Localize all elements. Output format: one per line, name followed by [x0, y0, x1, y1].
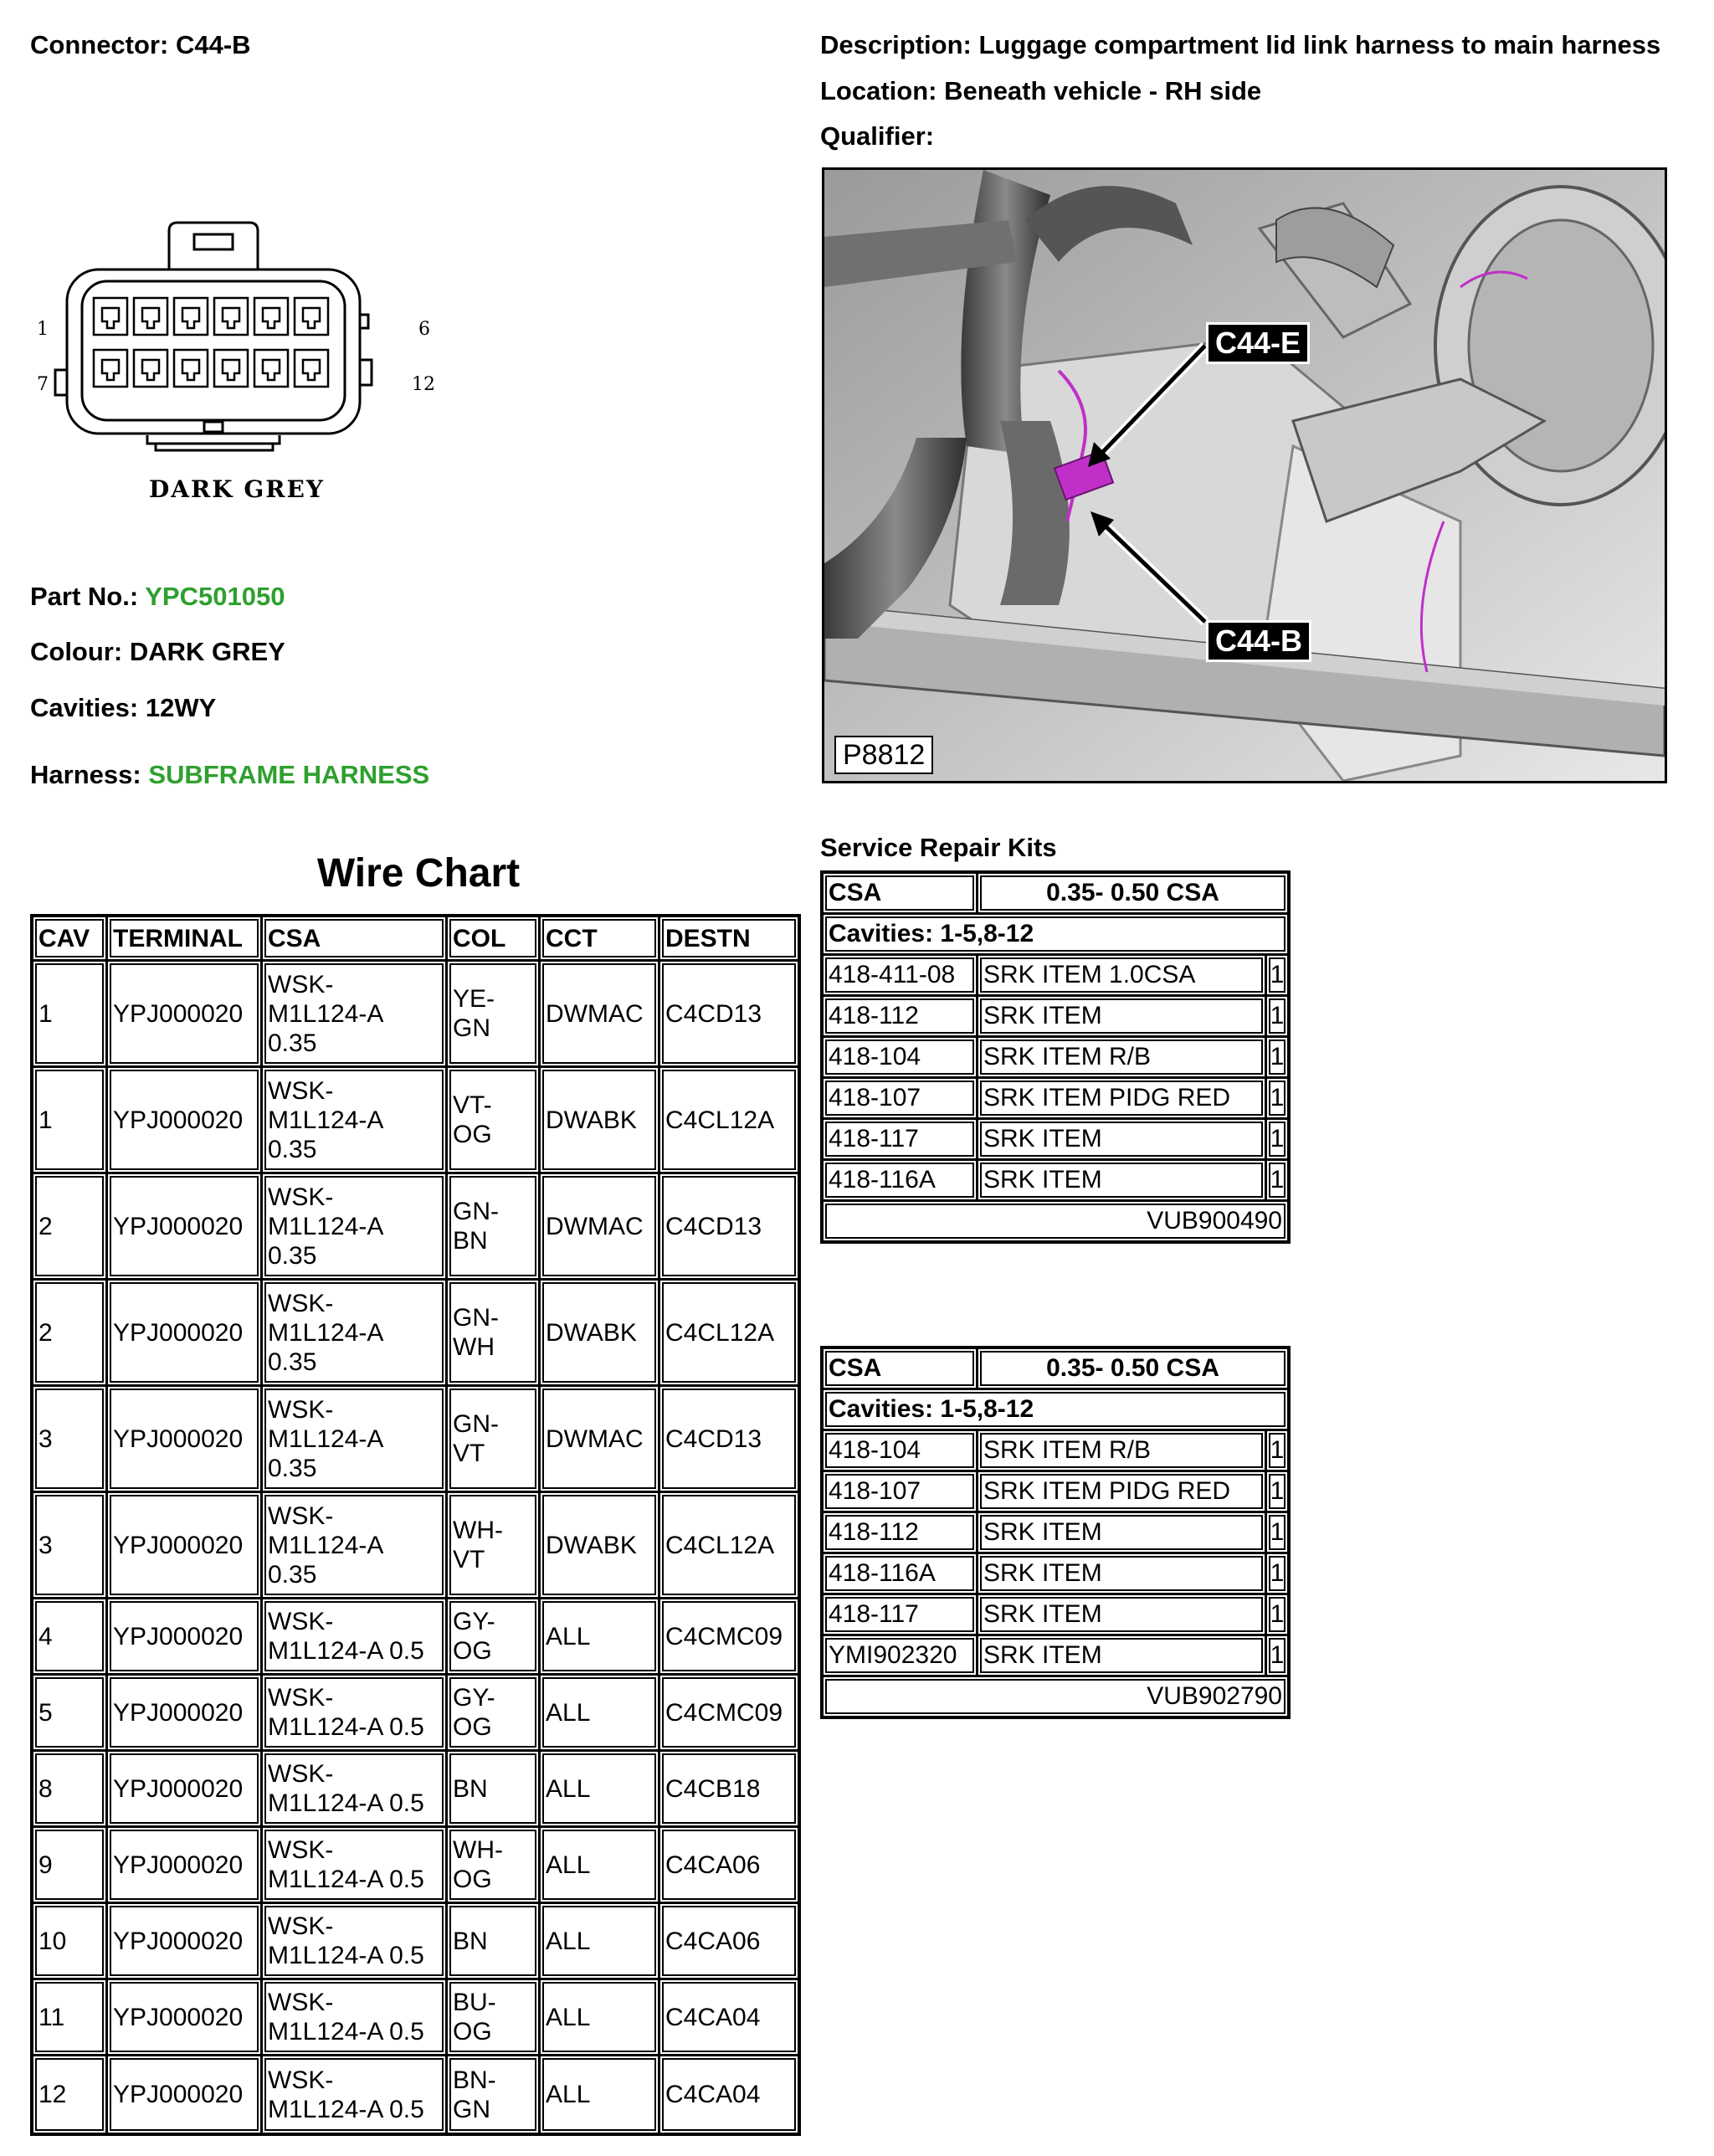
header-terminal: TERMINAL [108, 917, 263, 962]
cell-col-line: WH- [453, 1836, 503, 1864]
cell-destn: C4CA06 [660, 1904, 798, 1980]
cell-cav: 5 [33, 1676, 108, 1752]
cell-csa-line: 0.35 [268, 1454, 317, 1482]
cell-col-line: GN [453, 2095, 490, 2123]
cell-col-line: GN- [453, 1410, 499, 1438]
header-col: COL [448, 917, 541, 962]
cell-csa-line: M1L124-A 0.5 [268, 1637, 424, 1665]
wire-chart-row [33, 1599, 798, 1676]
cell-csa-line: M1L124-A [268, 999, 384, 1028]
cell-csa [263, 1174, 448, 1281]
cell-destn: C4CL12A [660, 1493, 798, 1599]
wire-chart-row [33, 1174, 798, 1281]
part-no-link[interactable]: YPC501050 [145, 582, 285, 611]
cell-cct: ALL [541, 1828, 660, 1904]
cell-cav: 10 [33, 1904, 108, 1980]
cell-csa [263, 1387, 448, 1493]
kit-item-part: 418-104 [824, 1038, 978, 1079]
cell-cct: DWABK [541, 1493, 660, 1599]
kit-item-part: 418-112 [824, 1513, 978, 1554]
cell-cct: DWABK [541, 1068, 660, 1174]
connector-face-diagram [30, 216, 465, 517]
kit-item-row [824, 1636, 1287, 1677]
cell-csa [263, 962, 448, 1068]
cell-cav: 3 [33, 1493, 108, 1599]
cell-cct: ALL [541, 1904, 660, 1980]
vehicle-underside-illustration [824, 170, 1665, 781]
cell-col-line: BN- [453, 2066, 496, 2094]
cell-terminal: YPJ000020 [108, 1980, 263, 2056]
cell-cav: 11 [33, 1980, 108, 2056]
kit-item-row [824, 1554, 1287, 1595]
kit-item-part: 418-107 [824, 1472, 978, 1513]
cell-col-line: VT [453, 1440, 485, 1467]
cell-csa-line: M1L124-A [268, 1531, 384, 1559]
wire-chart-row [33, 1676, 798, 1752]
cell-cct: DWABK [541, 1281, 660, 1387]
cell-terminal: YPJ000020 [108, 1828, 263, 1904]
cell-cct: ALL [541, 1980, 660, 2056]
cell-cav: 3 [33, 1387, 108, 1493]
kit-number-row [824, 1677, 1287, 1716]
cell-csa-line: M1L124-A 0.5 [268, 1789, 424, 1817]
wire-chart-table [30, 914, 801, 2136]
cell-destn: C4CD13 [660, 1174, 798, 1281]
kit-item-part: 418-112 [824, 997, 978, 1038]
cell-csa-line: WSK- [268, 1289, 334, 1317]
colour-value: DARK GREY [129, 637, 285, 666]
cell-destn: C4CD13 [660, 962, 798, 1068]
cell-col-line: GN [453, 1014, 490, 1042]
kit-item-qty: 1 [1267, 1513, 1287, 1554]
kit-item-row [824, 997, 1287, 1038]
wire-chart-row [33, 1828, 798, 1904]
kit-item-row [824, 1513, 1287, 1554]
cell-destn: C4CMC09 [660, 1599, 798, 1676]
cell-csa-line: M1L124-A 0.5 [268, 2095, 424, 2123]
cell-csa-line: WSK- [268, 970, 334, 998]
kit-item-qty: 1 [1267, 997, 1287, 1038]
kit-item-qty: 1 [1267, 1079, 1287, 1120]
cell-col-line: GN- [453, 1198, 499, 1225]
cell-col [448, 962, 541, 1068]
cell-col [448, 1174, 541, 1281]
cell-col-line: BU- [453, 1989, 496, 2016]
repair-kit-table-2 [820, 1346, 1291, 1719]
cell-terminal: YPJ000020 [108, 1493, 263, 1599]
kit-item-row [824, 1079, 1287, 1120]
cell-col-line: BN [453, 1227, 488, 1255]
cell-terminal: YPJ000020 [108, 962, 263, 1068]
cell-col-line: OG [453, 1121, 492, 1148]
kit-csa-row [824, 1349, 1287, 1390]
kit-item-desc: SRK ITEM PIDG RED [978, 1079, 1267, 1120]
kit-item-qty: 1 [1267, 1161, 1287, 1202]
cell-cav: 2 [33, 1281, 108, 1387]
cell-csa-line: WSK- [268, 1989, 334, 2016]
cavities-line [30, 693, 216, 723]
connector-colour-text: DARK GREY [149, 475, 325, 503]
location-line [820, 76, 1261, 106]
kit-item-desc: SRK ITEM R/B [978, 1431, 1267, 1472]
kit-cavities: Cavities: 1-5,8-12 [824, 915, 1287, 956]
wire-chart-row [33, 1752, 798, 1828]
colour-line [30, 637, 285, 667]
cell-destn: C4CL12A [660, 1281, 798, 1387]
cell-destn: C4CL12A [660, 1068, 798, 1174]
cell-col [448, 1676, 541, 1752]
kit-item-desc: SRK ITEM [978, 1554, 1267, 1595]
cell-csa-line: M1L124-A 0.5 [268, 1942, 424, 1969]
wire-chart-row [33, 1493, 798, 1599]
cell-csa-line: WSK- [268, 1608, 334, 1635]
kit-item-desc: SRK ITEM [978, 997, 1267, 1038]
cell-terminal: YPJ000020 [108, 1068, 263, 1174]
cell-destn: C4CB18 [660, 1752, 798, 1828]
kit-item-desc: SRK ITEM PIDG RED [978, 1472, 1267, 1513]
kit-item-part: YMI902320 [824, 1636, 978, 1677]
kit-number: VUB902790 [824, 1677, 1287, 1716]
kit-item-part: 418-116A [824, 1161, 978, 1202]
kit-csa-value: 0.35- 0.50 CSA [978, 1349, 1287, 1390]
cell-csa-line: WSK- [268, 1183, 334, 1211]
kit-csa-value: 0.35- 0.50 CSA [978, 874, 1287, 915]
cell-col-line: VT [453, 1546, 485, 1573]
cell-col [448, 1904, 541, 1980]
callout-c44-b: C44-B [1206, 620, 1311, 662]
kit-item-part: 418-117 [824, 1595, 978, 1636]
cell-destn: C4CA04 [660, 2056, 798, 2133]
cell-cav: 12 [33, 2056, 108, 2133]
cell-col-line: OG [453, 1637, 492, 1665]
harness-line [30, 760, 429, 790]
cell-col [448, 1387, 541, 1493]
kit-item-qty: 1 [1267, 1120, 1287, 1161]
cell-terminal: YPJ000020 [108, 1174, 263, 1281]
cell-col-line: BN [453, 1927, 488, 1955]
description-value: Luggage compartment lid link harness to main harness [978, 30, 1661, 59]
pin-1-label: 1 [37, 319, 49, 340]
cell-cct: DWMAC [541, 1174, 660, 1281]
wire-chart-row [33, 2056, 798, 2133]
kit-item-desc: SRK ITEM R/B [978, 1038, 1267, 1079]
colour-label: Colour: [30, 637, 123, 666]
cell-csa [263, 1752, 448, 1828]
cavities-label: Cavities: [30, 693, 139, 722]
location-label: Location: [820, 76, 937, 105]
kit-item-row [824, 1120, 1287, 1161]
wire-chart-row [33, 962, 798, 1068]
cell-csa-line: 0.35 [268, 1135, 317, 1163]
cell-csa-line: 0.35 [268, 1348, 317, 1376]
cell-cct: ALL [541, 2056, 660, 2133]
kit-cavities: Cavities: 1-5,8-12 [824, 1390, 1287, 1431]
harness-label: Harness: [30, 760, 141, 789]
cell-csa-line: M1L124-A 0.5 [268, 1866, 424, 1893]
cell-col [448, 1493, 541, 1599]
header-destn: DESTN [660, 917, 798, 962]
cell-col [448, 1599, 541, 1676]
cell-csa [263, 1828, 448, 1904]
cavities-value: 12WY [145, 693, 217, 722]
cell-terminal: YPJ000020 [108, 2056, 263, 2133]
kit-item-row [824, 956, 1287, 997]
cell-csa-line: M1L124-A [268, 1424, 384, 1453]
kit-item-qty: 1 [1267, 1554, 1287, 1595]
harness-link[interactable]: SUBFRAME HARNESS [148, 760, 430, 789]
kit-number: VUB900490 [824, 1202, 1287, 1240]
cell-col [448, 1068, 541, 1174]
cell-csa [263, 1980, 448, 2056]
service-repair-kits-title: Service Repair Kits [820, 833, 1057, 862]
cell-csa [263, 2056, 448, 2133]
cell-csa-line: M1L124-A 0.5 [268, 1713, 424, 1741]
cell-destn: C4CA04 [660, 1980, 798, 2056]
wire-chart-row [33, 1980, 798, 2056]
wire-chart-row [33, 1387, 798, 1493]
header-csa: CSA [263, 917, 448, 962]
cell-col-line: OG [453, 2018, 492, 2046]
cell-csa-line: WSK- [268, 1502, 334, 1530]
cell-col-line: OG [453, 1713, 492, 1741]
connector-heading [30, 30, 251, 60]
kit-item-part: 418-117 [824, 1120, 978, 1161]
cell-col-line: OG [453, 1866, 492, 1893]
cell-cct: DWMAC [541, 962, 660, 1068]
repair-kit-table-1 [820, 870, 1291, 1244]
kit-item-qty: 1 [1267, 1636, 1287, 1677]
cell-csa-line: M1L124-A 0.5 [268, 2018, 424, 2046]
wire-chart-row [33, 1281, 798, 1387]
cell-csa [263, 1281, 448, 1387]
header-cct: CCT [541, 917, 660, 962]
callout-c44-e: C44-E [1206, 322, 1310, 364]
cell-col-line: VT- [453, 1091, 492, 1119]
cell-terminal: YPJ000020 [108, 1676, 263, 1752]
kit-item-part: 418-116A [824, 1554, 978, 1595]
location-value: Beneath vehicle - RH side [944, 76, 1262, 105]
cell-cav: 4 [33, 1599, 108, 1676]
cell-terminal: YPJ000020 [108, 1281, 263, 1387]
cell-csa-line: 0.35 [268, 1560, 317, 1589]
kit-item-desc: SRK ITEM [978, 1513, 1267, 1554]
header-cav: CAV [33, 917, 108, 962]
qualifier-line [820, 121, 934, 151]
cell-col [448, 1281, 541, 1387]
kit-item-desc: SRK ITEM [978, 1120, 1267, 1161]
cell-cct: ALL [541, 1676, 660, 1752]
cell-csa-line: 0.35 [268, 1241, 317, 1270]
kit-item-desc: SRK ITEM [978, 1595, 1267, 1636]
part-no-line [30, 582, 285, 612]
cell-cav: 1 [33, 1068, 108, 1174]
cell-csa-line: WSK- [268, 1395, 334, 1424]
cell-cct: ALL [541, 1599, 660, 1676]
kit-item-desc: SRK ITEM [978, 1161, 1267, 1202]
cell-terminal: YPJ000020 [108, 1599, 263, 1676]
kit-item-qty: 1 [1267, 956, 1287, 997]
kit-item-part: 418-411-08 [824, 956, 978, 997]
cell-csa-line: WSK- [268, 1836, 334, 1864]
kit-csa-row [824, 874, 1287, 915]
kit-item-qty: 1 [1267, 1038, 1287, 1079]
kit-item-part: 418-107 [824, 1079, 978, 1120]
description-line [820, 30, 1660, 60]
wire-chart-row [33, 1904, 798, 1980]
kit-cavities-row [824, 915, 1287, 956]
cell-csa [263, 1068, 448, 1174]
kit-item-row [824, 1595, 1287, 1636]
cell-col [448, 1980, 541, 2056]
kit-csa-label: CSA [824, 1349, 978, 1390]
cell-col-line: WH [453, 1333, 495, 1361]
cell-csa-line: WSK- [268, 1076, 334, 1105]
cell-col [448, 1828, 541, 1904]
cell-col-line: WH- [453, 1517, 503, 1544]
kit-item-desc: SRK ITEM [978, 1636, 1267, 1677]
cell-cav: 9 [33, 1828, 108, 1904]
qualifier-label: Qualifier: [820, 121, 935, 151]
kit-item-row [824, 1472, 1287, 1513]
cell-terminal: YPJ000020 [108, 1387, 263, 1493]
wire-chart-title: Wire Chart [316, 851, 521, 896]
cell-destn: C4CMC09 [660, 1676, 798, 1752]
kit-csa-label: CSA [824, 874, 978, 915]
cell-csa [263, 1599, 448, 1676]
cell-csa-line: M1L124-A [268, 1212, 384, 1240]
cell-csa-line: 0.35 [268, 1029, 317, 1057]
cell-csa-line: WSK- [268, 2066, 334, 2094]
cell-col-line: GY- [453, 1684, 495, 1712]
cell-col-line: GN- [453, 1304, 499, 1332]
cell-cav: 2 [33, 1174, 108, 1281]
cell-cav: 1 [33, 962, 108, 1068]
description-label: Description: [820, 30, 972, 59]
kit-cavities-row [824, 1390, 1287, 1431]
cell-csa-line: M1L124-A [268, 1318, 384, 1347]
cell-cct: DWMAC [541, 1387, 660, 1493]
wire-chart-row [33, 1068, 798, 1174]
kit-item-part: 418-104 [824, 1431, 978, 1472]
cell-cav: 8 [33, 1752, 108, 1828]
cell-destn: C4CD13 [660, 1387, 798, 1493]
cell-csa-line: WSK- [268, 1684, 334, 1712]
cell-csa-line: M1L124-A [268, 1106, 384, 1134]
photo-reference: P8812 [834, 736, 933, 774]
cell-col-line: BN [453, 1774, 488, 1803]
cell-col [448, 1752, 541, 1828]
kit-item-qty: 1 [1267, 1472, 1287, 1513]
cell-csa [263, 1676, 448, 1752]
cell-terminal: YPJ000020 [108, 1752, 263, 1828]
pin-6-label: 6 [418, 319, 430, 340]
kit-number-row [824, 1202, 1287, 1240]
cell-terminal: YPJ000020 [108, 1904, 263, 1980]
cell-csa [263, 1904, 448, 1980]
cell-csa [263, 1493, 448, 1599]
connector-label: Connector: [30, 30, 169, 59]
wire-chart-header-row [33, 917, 798, 962]
cell-col-line: GY- [453, 1608, 495, 1635]
cell-col [448, 2056, 541, 2133]
part-no-label: Part No.: [30, 582, 139, 611]
pin-12-label: 12 [412, 374, 435, 395]
connector-value: C44-B [175, 30, 251, 59]
kit-item-qty: 1 [1267, 1595, 1287, 1636]
kit-item-row [824, 1431, 1287, 1472]
cell-destn: C4CA06 [660, 1828, 798, 1904]
pin-7-label: 7 [37, 374, 49, 395]
cell-col-line: YE- [453, 985, 495, 1013]
location-photo [822, 167, 1667, 783]
kit-item-qty: 1 [1267, 1431, 1287, 1472]
cell-csa-line: WSK- [268, 1912, 334, 1940]
kit-item-desc: SRK ITEM 1.0CSA [978, 956, 1267, 997]
kit-item-row [824, 1161, 1287, 1202]
cell-cct: ALL [541, 1752, 660, 1828]
cell-csa-line: WSK- [268, 1760, 334, 1788]
kit-item-row [824, 1038, 1287, 1079]
